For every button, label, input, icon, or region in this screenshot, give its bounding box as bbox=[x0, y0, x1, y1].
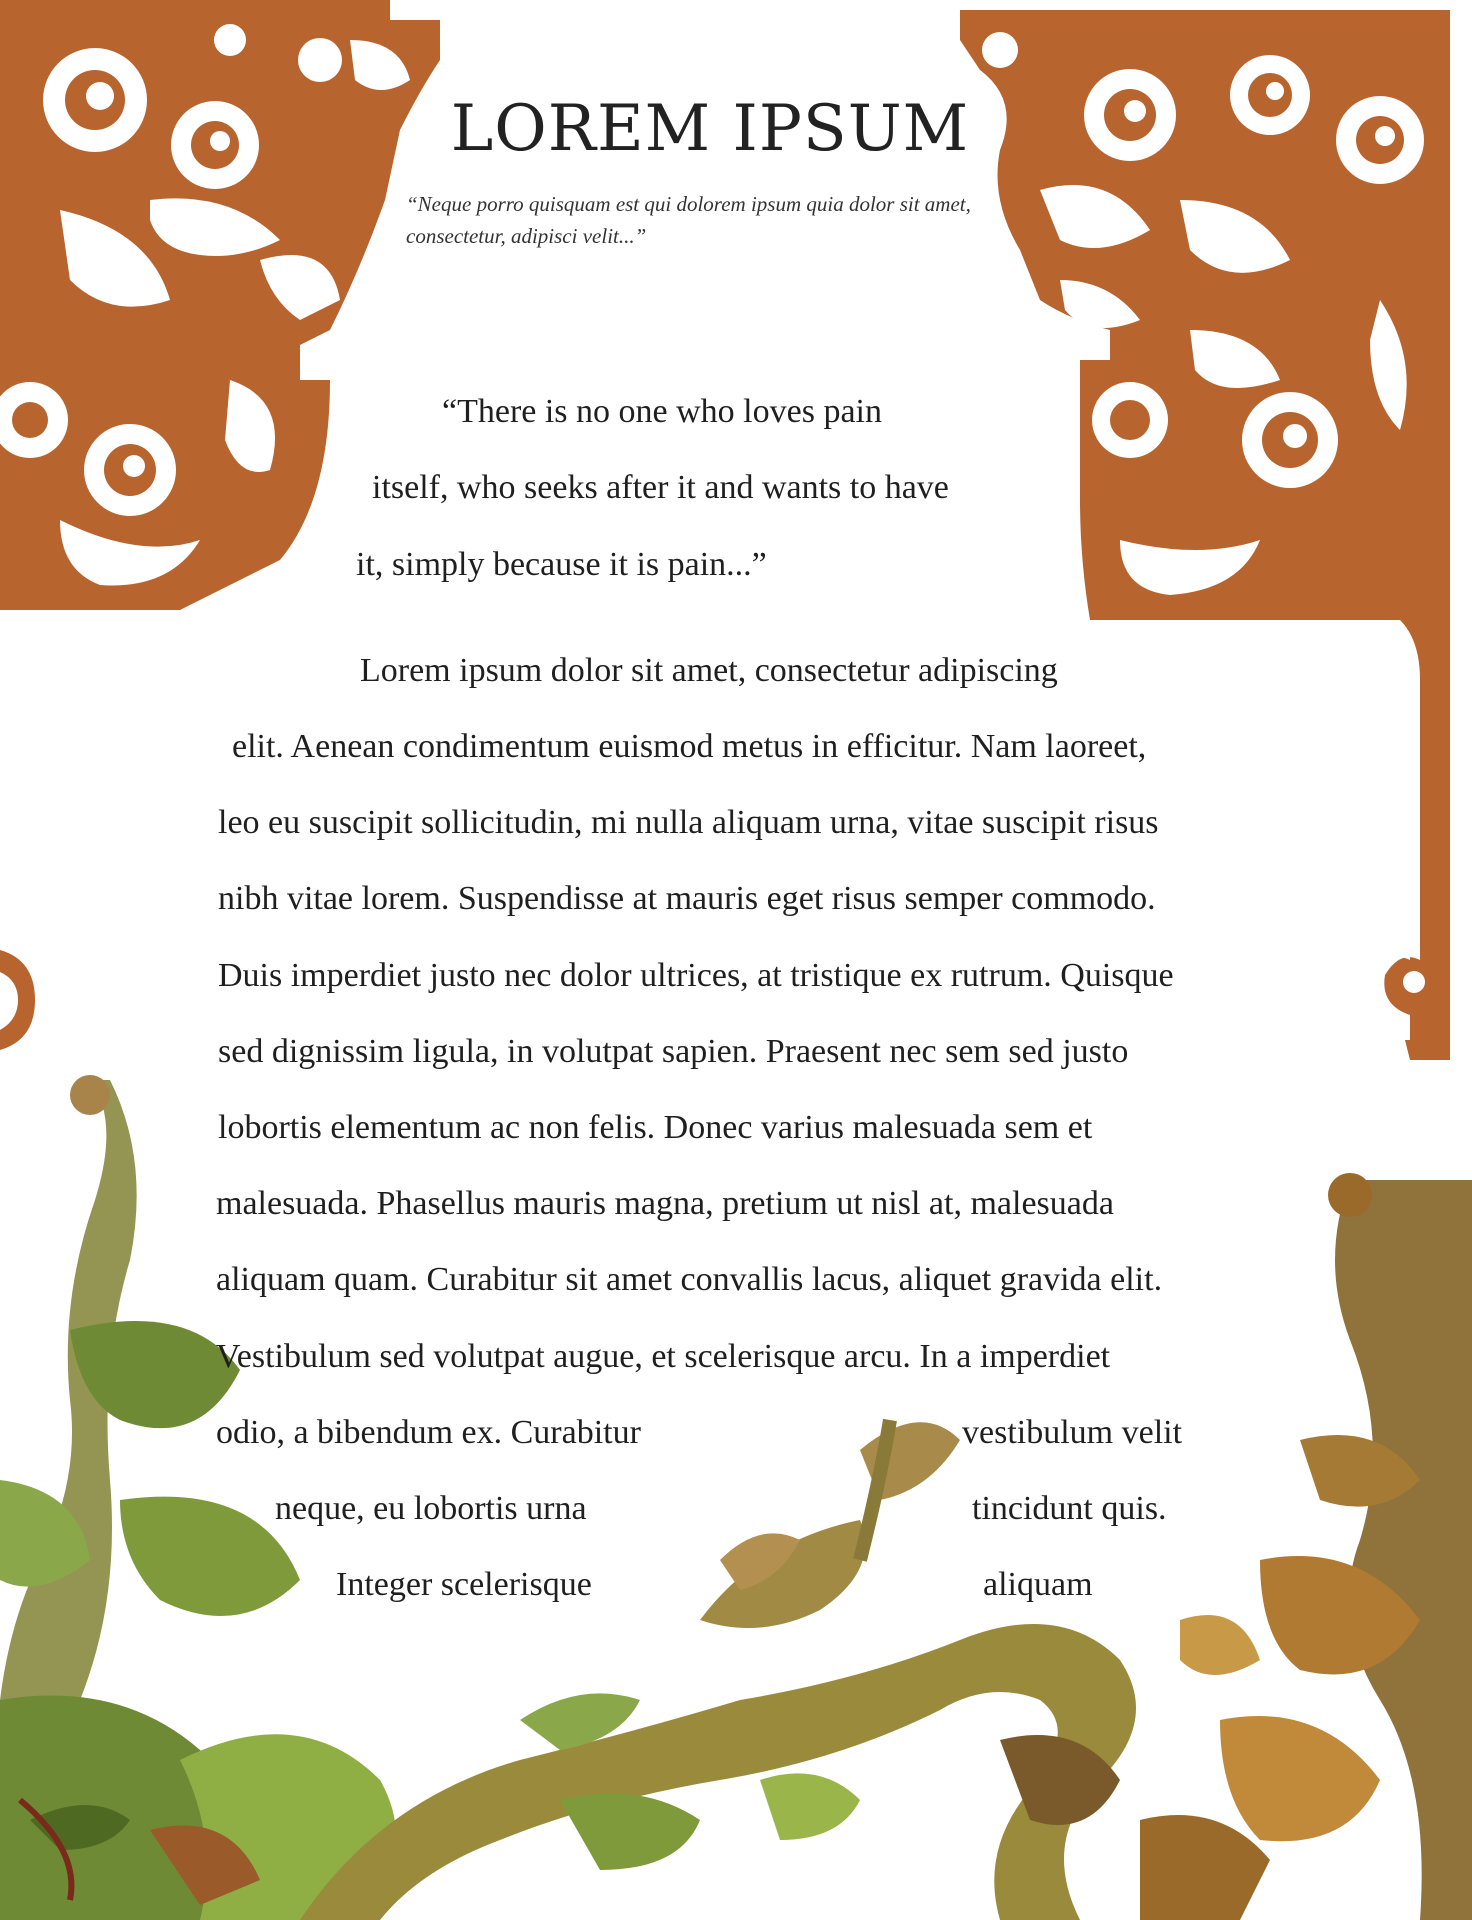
body-line-left: Integer scelerisque bbox=[336, 1566, 592, 1603]
body-line-left: neque, eu lobortis urna bbox=[275, 1490, 587, 1527]
body-line: leo eu suscipit sollicitudin, mi nulla aliquam urna, vitae suscipit risus bbox=[218, 804, 1159, 841]
body-line: malesuada. Phasellus mauris magna, pretium ut nisl at, malesuada bbox=[216, 1185, 1114, 1222]
top-left-ornament bbox=[0, 0, 440, 610]
body-line: aliquam quam. Curabitur sit amet convallis lacus, aliquet gravida elit. bbox=[216, 1261, 1163, 1298]
body-line-right: tincidunt quis. bbox=[972, 1490, 1167, 1527]
body-line: sed dignissim ligula, in volutpat sapien. Praesent nec sem sed justo bbox=[218, 1033, 1129, 1070]
body-line: lobortis elementum ac non felis. Donec varius malesuada sem et bbox=[218, 1109, 1093, 1146]
body-line: Duis imperdiet justo nec dolor ultrices, at tristique ex rutrum. Quisque bbox=[218, 957, 1174, 994]
page-title: LOREM IPSUM bbox=[450, 92, 970, 166]
header-quote: “Neque porro quisquam est qui dolorem ipsum quia dolor sit amet, consectetur, adipisci velit...” bbox=[406, 192, 971, 248]
quote-line: “There is no one who loves pain bbox=[442, 393, 882, 430]
body-line: Lorem ipsum dolor sit amet, consectetur adipiscing bbox=[360, 652, 1058, 689]
left-curl-ornament bbox=[0, 950, 35, 1050]
body-line: nibh vitae lorem. Suspendisse at mauris eget risus semper commodo. bbox=[218, 880, 1156, 917]
body-line: Vestibulum sed volutpat augue, et scelerisque arcu. In a imperdiet bbox=[216, 1338, 1111, 1375]
body-line: elit. Aenean condimentum euismod metus in efficitur. Nam laoreet, bbox=[232, 728, 1147, 765]
body-line-right: aliquam bbox=[983, 1566, 1093, 1603]
body-line-left: odio, a bibendum ex. Curabitur bbox=[216, 1414, 641, 1451]
body-line-right: vestibulum velit bbox=[962, 1414, 1183, 1451]
quote-line: itself, who seeks after it and wants to have bbox=[372, 469, 949, 506]
quote-line: it, simply because it is pain...” bbox=[356, 546, 767, 583]
